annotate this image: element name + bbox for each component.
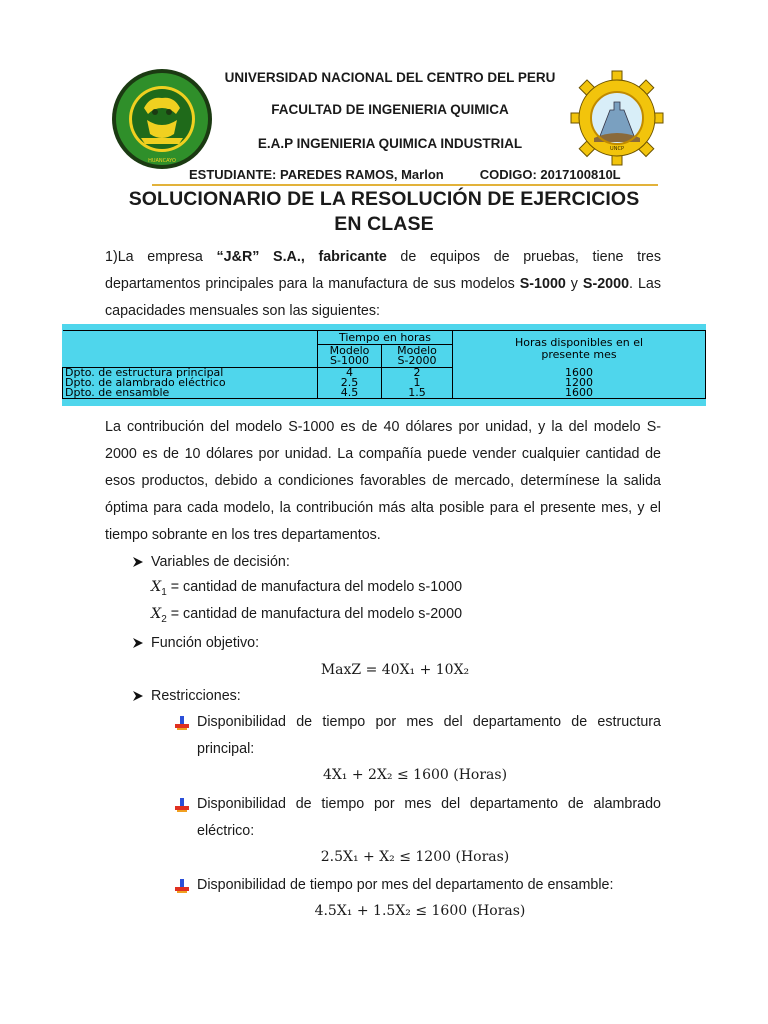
contribution-paragraph: La contribución del modelo S-1000 es de 40 dólares por unidad, y la del modelo S-2000 es de 10 dólares por unidad. La compañía puede vender cualquier cantidad de esos productos, debido a condiciones favorables de mercado, determínese la salida óptima para cada modelo, la contribución más alta posible para el presente mes, y el tiempo sobrante en los tres departamentos. bbox=[105, 419, 661, 543]
s1000-cell: 2.5 bbox=[318, 378, 382, 388]
restriction-1-equation: 4X₁ + 2X₂ ≤ 1600 (Horas) bbox=[322, 767, 508, 783]
intro-mid: de equipos de pruebas, tiene tres departamentos principales para la manufactura de sus modelos bbox=[105, 249, 661, 292]
restriction-3-equation: 4.5X₁ + 1.5X₂ ≤ 1600 (Horas) bbox=[314, 903, 526, 919]
svg-text:UNCP: UNCP bbox=[610, 146, 624, 152]
avail-line-2: presente mes bbox=[541, 348, 617, 362]
available-hours-header bbox=[453, 331, 706, 368]
avail-line-1: Horas disponibles en el bbox=[514, 336, 644, 350]
s2000-cell: 1 bbox=[382, 378, 453, 388]
problem-statement bbox=[105, 244, 661, 325]
cube-bullet-icon bbox=[174, 797, 190, 813]
capacity-table bbox=[62, 324, 706, 406]
objective-label: Función objetivo: bbox=[151, 635, 260, 651]
student-name: ESTUDIANTE: PAREDES RAMOS, Marlon bbox=[189, 167, 444, 182]
hours-cell: 1600 bbox=[453, 388, 706, 399]
x1-definition: $X_1$ = cantidad de manufactura del modelo s-1000 bbox=[151, 579, 463, 598]
hours-cell: 1200 bbox=[453, 378, 706, 388]
s2000-cell: 2 bbox=[382, 368, 453, 379]
model-s1000: S-1000 bbox=[519, 276, 566, 292]
s1000-cell: 4 bbox=[318, 368, 382, 379]
col1-line-1: Modelo bbox=[329, 344, 370, 357]
faculty-name: FACULTAD DE INGENIERIA QUIMICA bbox=[271, 102, 509, 117]
s2000-cell: 1.5 bbox=[382, 388, 453, 399]
cube-bullet-icon bbox=[174, 878, 190, 894]
group-header: Tiempo en horas bbox=[318, 331, 453, 345]
title-line-1: SOLUCIONARIO DE LA RESOLUCIÓN DE EJERCICIOS bbox=[128, 188, 640, 210]
dept-cell: Dpto. de ensamble bbox=[63, 388, 318, 399]
hours-cell: 1600 bbox=[453, 368, 706, 379]
dept-cell: Dpto. de alambrado eléctrico bbox=[63, 378, 318, 388]
capacity-table-grid bbox=[62, 330, 706, 399]
intro-post: . Las capacidades mensuales son las siguientes: bbox=[105, 276, 662, 319]
table-corner-sub bbox=[63, 345, 318, 368]
intro-pre: 1)La empresa bbox=[105, 249, 217, 265]
x2-definition: $X_2$ = cantidad de manufactura del modelo s-2000 bbox=[151, 606, 463, 625]
model-s2000: S-2000 bbox=[582, 276, 630, 292]
svg-text:HUANCAYO: HUANCAYO bbox=[148, 158, 176, 164]
restrictions-label: Restricciones: bbox=[151, 688, 241, 704]
restriction-1-text: Disponibilidad de tiempo por mes del departamento de estructura principal: bbox=[197, 714, 661, 757]
header-divider bbox=[152, 184, 658, 186]
s1000-cell: 4.5 bbox=[318, 388, 382, 399]
restriction-3-text: Disponibilidad de tiempo por mes del departamento de ensamble: bbox=[197, 877, 614, 893]
x2-text: = cantidad de manufactura del modelo s-2000 bbox=[166, 606, 463, 622]
restriction-2-equation: 2.5X₁ + X₂ ≤ 1200 (Horas) bbox=[320, 849, 510, 865]
cube-bullet-icon bbox=[174, 715, 190, 731]
decision-vars-label: Variables de decisión: bbox=[151, 554, 290, 570]
student-code: CODIGO: 2017100810L bbox=[479, 167, 621, 182]
table-row bbox=[63, 388, 706, 399]
col-s2000-header bbox=[382, 345, 453, 368]
arrow-bullet-icon bbox=[133, 691, 143, 701]
arrow-bullet-icon bbox=[133, 638, 143, 648]
company-name: “J&R” S.A., fabricante bbox=[216, 249, 387, 265]
document-title bbox=[104, 187, 664, 237]
col1-line-2: S-1000 bbox=[330, 354, 369, 367]
intro-and: y bbox=[565, 276, 583, 292]
col2-line-1: Modelo bbox=[397, 344, 437, 357]
dept-cell: Dpto. de estructura principal bbox=[63, 368, 318, 379]
student-line bbox=[189, 167, 621, 182]
title-line-2: EN CLASE bbox=[334, 213, 434, 235]
university-name: UNIVERSIDAD NACIONAL DEL CENTRO DEL PERU bbox=[224, 70, 556, 85]
school-name: E.A.P INGENIERIA QUIMICA INDUSTRIAL bbox=[257, 136, 523, 151]
restriction-2-text: Disponibilidad de tiempo por mes del departamento de alambrado eléctrico: bbox=[197, 796, 661, 839]
x1-text: = cantidad de manufactura del modelo s-1000 bbox=[166, 579, 463, 595]
table-corner bbox=[63, 331, 318, 345]
col2-line-2: S-2000 bbox=[397, 354, 437, 367]
objective-equation: MaxZ = 40X₁ + 10X₂ bbox=[320, 662, 470, 678]
arrow-bullet-icon bbox=[133, 557, 143, 567]
col-s1000-header bbox=[318, 345, 382, 368]
